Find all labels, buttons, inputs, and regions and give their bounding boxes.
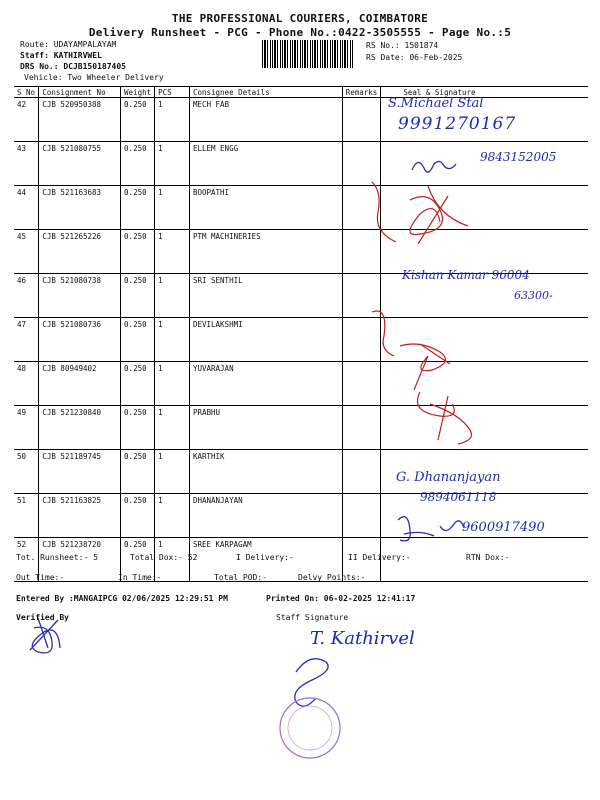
cell-pcs: 1 — [155, 186, 190, 230]
cell-consignment: CJB 521230840 — [39, 406, 121, 450]
drs-label: DRS No.: DCJB150187405 — [20, 62, 126, 71]
handwritten-phone: 9894061118 — [420, 490, 497, 504]
col-consignee: Consignee Details — [189, 87, 342, 98]
ii-delivery: II Delivery:- — [348, 553, 411, 562]
cell-pcs: 1 — [155, 98, 190, 142]
out-time: Out Time:- — [16, 573, 65, 582]
cell-sno: 49 — [14, 406, 39, 450]
stamp-seal — [280, 698, 340, 758]
cell-weight: 0.250 — [121, 538, 155, 582]
cell-weight: 0.250 — [121, 362, 155, 406]
cell-weight: 0.250 — [121, 406, 155, 450]
entered-by: Entered By :MANGAIPCG 02/06/2025 12:29:51 PM — [16, 594, 228, 603]
verified-by-label: Verified By — [16, 613, 69, 622]
handwritten-phone: 9600917490 — [462, 520, 545, 535]
handwritten-name: Kishan Kamar 96004 — [402, 268, 530, 282]
cell-consignee: DEVILAKSHMI — [189, 318, 342, 362]
cell-consignment: CJB 521189745 — [39, 450, 121, 494]
tot-runsheet: Tot. Runsheet:- 5 — [16, 553, 98, 562]
cell-pcs: 1 — [155, 406, 190, 450]
cell-consignee: SRI SENTHIL — [189, 274, 342, 318]
staff-signature-label: Staff Signature — [276, 613, 349, 622]
signature-scribble — [400, 344, 450, 390]
cell-sno: 46 — [14, 274, 39, 318]
cell-consignee: SREE KARPAGAM — [189, 538, 342, 582]
cell-pcs: 1 — [155, 274, 190, 318]
cell-weight: 0.250 — [121, 450, 155, 494]
col-consignment: Consignment No — [39, 87, 121, 98]
cell-pcs: 1 — [155, 494, 190, 538]
cell-weight: 0.250 — [121, 142, 155, 186]
cell-pcs: 1 — [155, 362, 190, 406]
cell-consignee: YUVARAJAN — [189, 362, 342, 406]
col-sno: S No — [14, 87, 39, 98]
cell-sno: 45 — [14, 230, 39, 274]
cell-consignment: CJB 521080736 — [39, 318, 121, 362]
staff-signature-scribble — [295, 659, 328, 707]
cell-consignment: CJB 520950388 — [39, 98, 121, 142]
cell-weight: 0.250 — [121, 494, 155, 538]
cell-weight: 0.250 — [121, 98, 155, 142]
runsheet-subtitle: Delivery Runsheet - PCG - Phone No.:0422-3505555 - Page No.:5 — [88, 26, 512, 39]
col-weight: Weight — [121, 87, 155, 98]
cell-consignee: PRABHU — [189, 406, 342, 450]
company-title: THE PROFESSIONAL COURIERS, COIMBATORE — [171, 12, 429, 25]
cell-sno: 47 — [14, 318, 39, 362]
staff-signature-name: T. Kathirvel — [310, 628, 415, 649]
cell-consignee: ELLEM ENGG — [189, 142, 342, 186]
signature-scribble — [372, 311, 394, 356]
cell-pcs: 1 — [155, 230, 190, 274]
signature-scribble — [372, 182, 468, 244]
cell-sno: 43 — [14, 142, 39, 186]
cell-sno: 51 — [14, 494, 39, 538]
cell-consignment: CJB 521080755 — [39, 142, 121, 186]
cell-consignee: BOOPATHI — [189, 186, 342, 230]
col-pcs: PCS — [155, 87, 190, 98]
signature-scribble — [418, 392, 472, 444]
cell-sno: 50 — [14, 450, 39, 494]
printed-on: Printed On: 06-02-2025 12:41:17 — [266, 594, 416, 603]
i-delivery: I Delivery:- — [236, 553, 294, 562]
cell-pcs: 1 — [155, 318, 190, 362]
cell-pcs: 1 — [155, 450, 190, 494]
cell-consignee: MECH FAB — [189, 98, 342, 142]
cell-sno: 48 — [14, 362, 39, 406]
handwritten-phone: 9843152005 — [480, 150, 557, 164]
cell-weight: 0.250 — [121, 230, 155, 274]
verified-signature — [30, 618, 60, 653]
cell-pcs: 1 — [155, 538, 190, 582]
cell-consignment: CJB 521163825 — [39, 494, 121, 538]
cell-consignee: DHANANJAYAN — [189, 494, 342, 538]
cell-consignment: CJB 80949402 — [39, 362, 121, 406]
cell-consignment: CJB 521265226 — [39, 230, 121, 274]
cell-consignee: KARTHIK — [189, 450, 342, 494]
col-signature: Seal & Signature — [381, 87, 588, 98]
total-dox: Total Dox:- 52 — [130, 553, 198, 562]
handwritten-phone: 9991270167 — [398, 114, 517, 134]
col-remarks: Remarks — [342, 87, 381, 98]
handwritten-amount: 63300- — [514, 289, 553, 302]
in-time: In Time:- — [118, 573, 162, 582]
cell-consignment: CJB 521238720 — [39, 538, 121, 582]
cell-weight: 0.250 — [121, 186, 155, 230]
route-label: Route: UDAYAMPALAYAM — [20, 40, 117, 49]
handwritten-name: G. Dhananjayan — [396, 470, 501, 485]
rs-date: RS Date: 06-Feb-2025 — [366, 53, 463, 62]
total-pod: Total POD:- — [214, 573, 267, 582]
signature-scribble — [398, 517, 464, 541]
cell-weight: 0.250 — [121, 318, 155, 362]
cell-sno: 44 — [14, 186, 39, 230]
handwritten-name: S.Michael Stal — [388, 96, 484, 111]
staff-label: Staff: KATHIRVWEL — [20, 51, 102, 60]
rs-number: RS No.: 1501874 — [366, 41, 439, 50]
vehicle-label: Vehicle: Two Wheeler Delivery — [24, 73, 164, 82]
stamp-seal-inner — [288, 706, 332, 750]
cell-consignment: CJB 521163683 — [39, 186, 121, 230]
rtn-dox: RTN Dox:- — [466, 553, 510, 562]
cell-consignment: CJB 521080738 — [39, 274, 121, 318]
signature-scribble — [412, 161, 456, 172]
delvy-points: Delvy Points:- — [298, 573, 366, 582]
cell-sno: 52 — [14, 538, 39, 582]
cell-weight: 0.250 — [121, 274, 155, 318]
cell-pcs: 1 — [155, 142, 190, 186]
cell-sno: 42 — [14, 98, 39, 142]
cell-consignee: PTM MACHINERIES — [189, 230, 342, 274]
